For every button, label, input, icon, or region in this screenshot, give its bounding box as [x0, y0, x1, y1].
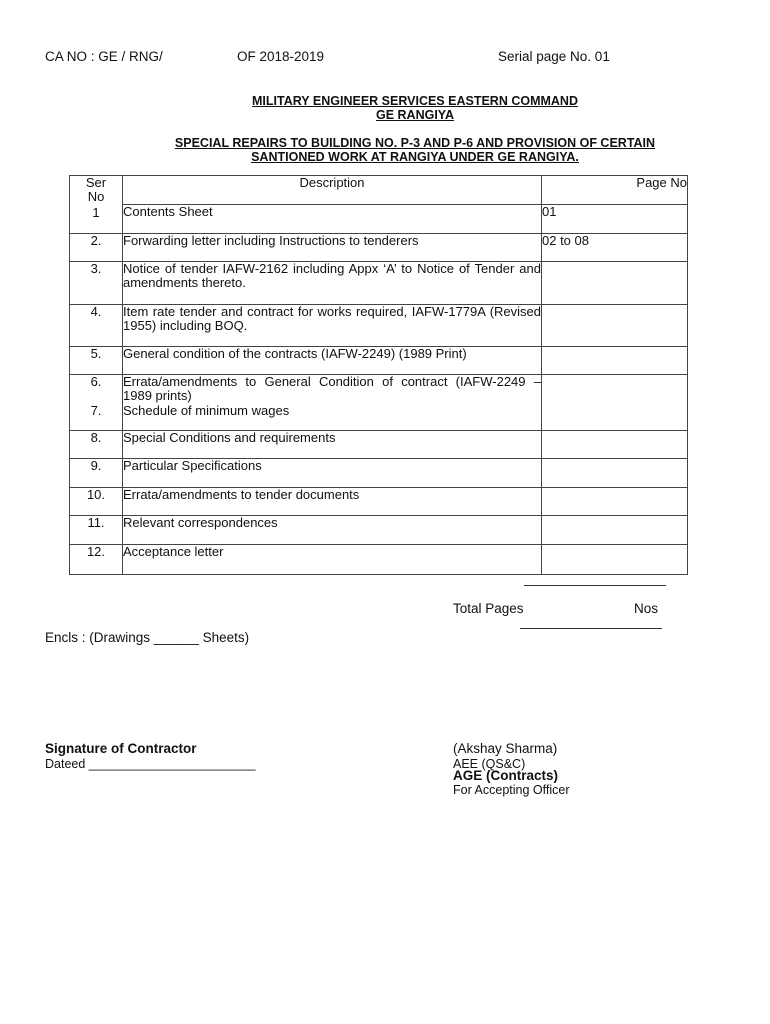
dated-line: Dateed ________________________ [45, 757, 256, 771]
description-cell: Special Conditions and requirements [123, 431, 542, 459]
page-cell: 02 to 08 [542, 234, 688, 262]
table-row [70, 431, 688, 459]
ser-no-cell: 2. [70, 234, 123, 262]
ser-no-cell: 3. [70, 262, 123, 305]
table-row [70, 234, 688, 262]
contents-table [69, 175, 688, 575]
table-row [70, 488, 688, 516]
page-cell [542, 347, 688, 375]
description-cell: General condition of the contracts (IAFW-2249) (1989 Print) [123, 347, 542, 375]
ser-no-7: 7. [90, 403, 102, 418]
work-subject-line2: SANTIONED WORK AT RANGIYA UNDER GE RANGIYA. [251, 150, 579, 164]
for-accepting-officer: For Accepting Officer [453, 783, 570, 797]
contractor-signature-label: Signature of Contractor [45, 741, 197, 756]
ser-no-6: 6. [90, 374, 102, 389]
page-cell [542, 488, 688, 516]
table-row [70, 545, 688, 575]
table-header-row [70, 176, 688, 205]
ca-number: CA NO : GE / RNG/ [45, 49, 163, 64]
table-row [70, 516, 688, 545]
table-row [70, 347, 688, 375]
page-cell: 01 [542, 205, 688, 234]
serial-page-number: Serial page No. 01 [498, 49, 610, 64]
total-top-rule [524, 585, 666, 586]
description-7: Schedule of minimum wages [123, 403, 290, 418]
page-cell [542, 545, 688, 575]
officer-name: (Akshay Sharma) [453, 741, 558, 756]
ser-header-text: Ser [85, 175, 107, 190]
table-row [70, 205, 688, 234]
page-cell [542, 305, 688, 347]
description-6: Errata/amendments to General Condition of contract (IAFW-2249 – 1989 prints) [123, 374, 541, 403]
description-cell: Particular Specifications [123, 459, 542, 488]
description-cell: Errata/amendments to tender documents [123, 488, 542, 516]
total-pages-unit: Nos [634, 601, 659, 616]
organization-title: MILITARY ENGINEER SERVICES EASTERN COMMAND [252, 94, 578, 108]
ser-no-cell: 8. [70, 431, 123, 459]
total-pages-label: Total Pages [453, 601, 524, 616]
page-cell [542, 459, 688, 488]
description-cell: Contents Sheet [123, 205, 542, 234]
officer-designation: AEE (QS&C) [453, 757, 526, 771]
ser-no-cell: 1 [70, 205, 123, 234]
ser-no-cell: 10. [70, 488, 123, 516]
financial-year: OF 2018-2019 [237, 49, 325, 64]
page-cell [542, 516, 688, 545]
description-header: Description [123, 176, 542, 205]
unit-title: GE RANGIYA [375, 108, 455, 122]
page-cell [542, 431, 688, 459]
page-no-header: Page No [542, 176, 688, 205]
officer-role: AGE (Contracts) [453, 768, 559, 783]
ser-no-cell: 9. [70, 459, 123, 488]
ser-no-cell: 5. [70, 347, 123, 375]
no-header-text: No [87, 189, 105, 204]
description-cell: Item rate tender and contract for works required, IAFW-1779A (Revised 1955) including BOQ. [123, 305, 542, 347]
page-cell [542, 262, 688, 305]
table-row [70, 262, 688, 305]
total-bottom-rule [520, 628, 662, 629]
description-cell: Acceptance letter [123, 545, 542, 575]
page-cell [542, 375, 688, 431]
description-cell: Notice of tender IAFW-2162 including Appx ‘A’ to Notice of Tender and amendments thereto. [123, 262, 542, 305]
ser-no-cell: 4. [70, 305, 123, 347]
description-cell [123, 375, 542, 431]
enclosures-line: Encls : (Drawings ______ Sheets) [45, 630, 250, 645]
description-cell: Forwarding letter including Instructions to tenderers [123, 234, 542, 262]
ser-no-cell: 11. [70, 516, 123, 545]
table-row [70, 305, 688, 347]
ser-no-header [70, 176, 123, 205]
ser-no-cell [70, 375, 123, 431]
ser-no-cell: 12. [70, 545, 123, 575]
table-row [70, 459, 688, 488]
work-subject-line1: SPECIAL REPAIRS TO BUILDING NO. P-3 AND P-6 AND PROVISION OF CERTAIN [174, 136, 656, 150]
description-cell: Relevant correspondences [123, 516, 542, 545]
table-row [70, 375, 688, 431]
